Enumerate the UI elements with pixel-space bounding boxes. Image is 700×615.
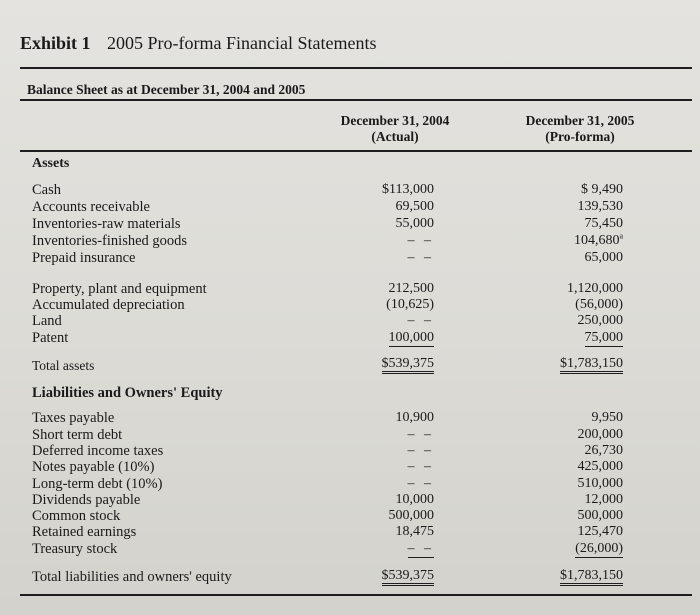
value-2004: – – [407, 233, 434, 248]
subtitle-rule [20, 99, 692, 101]
value-2005: $ 9,490 [581, 182, 623, 197]
total-assets-2004: $539,375 [382, 356, 435, 374]
value-2005-cell [585, 330, 624, 346]
value-2005-cell [574, 233, 623, 249]
total-liabilities-2004: $539,375 [382, 568, 435, 586]
value-2005: 500,000 [577, 508, 623, 523]
row-label: Notes payable (10%) [32, 459, 155, 475]
total-liabilities-2005: $1,783,150 [560, 568, 623, 586]
row-label: Dividends payable [32, 492, 141, 508]
value-2004: 55,000 [395, 216, 434, 231]
row-label: Long-term debt (10%) [32, 476, 163, 492]
value-2004: – – [407, 459, 434, 474]
total-liabilities-2005-cell [560, 568, 623, 584]
value-2005: (26,000) [575, 541, 623, 556]
total-assets-2004-cell [382, 356, 435, 372]
value-2004: 100,000 [388, 330, 434, 345]
column-header-2004-note: (Actual) [371, 129, 419, 144]
row-label: Inventories-finished goods [32, 233, 188, 249]
value-2004: – – [407, 476, 434, 491]
value-2005: 200,000 [577, 427, 623, 442]
column-header-2004-date: December 31, 2004 [340, 113, 450, 128]
row-label: Accumulated depreciation [32, 297, 185, 313]
value-2004: 18,475 [395, 524, 434, 539]
column-header-2005 [505, 113, 655, 145]
exhibit-title: 2005 Pro-forma Financial Statements [107, 33, 377, 53]
column-header-2004 [320, 113, 470, 145]
value-2004: – – [407, 541, 434, 556]
row-label: Short term debt [32, 427, 123, 443]
row-label: Prepaid insurance [32, 250, 136, 266]
top-rule [20, 67, 692, 69]
value-2005: 65,000 [584, 250, 623, 265]
row-label: Cash [32, 182, 61, 198]
value-2005: 139,530 [577, 199, 623, 214]
value-2005: (56,000) [575, 297, 623, 312]
value-2005: 125,470 [577, 524, 623, 539]
value-2005: 75,450 [584, 216, 623, 231]
value-2005: 1,120,000 [567, 281, 623, 296]
row-label: Accounts receivable [32, 199, 150, 215]
value-2004: 212,500 [388, 281, 434, 296]
liabilities-heading: Liabilities and Owners' Equity [32, 385, 223, 401]
value-2005: 250,000 [577, 313, 623, 328]
value-2005: 510,000 [577, 476, 623, 491]
value-2005: 425,000 [577, 459, 623, 474]
value-2004: – – [407, 443, 434, 458]
row-label: Property, plant and equipment [32, 281, 207, 297]
row-label: Treasury stock [32, 541, 118, 557]
exhibit-label: Exhibit 1 [20, 33, 91, 53]
row-label: Deferred income taxes [32, 443, 164, 459]
value-2005: 9,950 [591, 410, 623, 425]
assets-heading: Assets [32, 156, 70, 171]
exhibit-heading [20, 33, 376, 54]
column-header-2005-note: (Pro-forma) [545, 129, 615, 144]
row-label: Land [32, 313, 62, 329]
column-header-2005-date: December 31, 2005 [525, 113, 635, 128]
row-label: Inventories-raw materials [32, 216, 181, 232]
row-label: Retained earnings [32, 524, 137, 540]
value-2004: 500,000 [388, 508, 434, 523]
value-2004: $113,000 [382, 182, 434, 197]
value-2004: – – [407, 427, 434, 442]
value-2004-cell [408, 541, 435, 557]
value-2004: 69,500 [395, 199, 434, 214]
value-2004: – – [407, 313, 434, 328]
header-rule [20, 150, 692, 152]
value-2005: 12,000 [584, 492, 623, 507]
value-2005: 104,680 [573, 233, 620, 248]
footnote-marker: a [619, 231, 623, 241]
row-label: Common stock [32, 508, 121, 524]
total-assets-2005-cell [560, 356, 623, 372]
total-liabilities-label: Total liabilities and owners' equity [32, 569, 232, 585]
bottom-rule [20, 594, 692, 596]
value-2004: (10,625) [386, 297, 434, 312]
total-liabilities-2004-cell [382, 568, 435, 584]
row-label: Taxes payable [32, 410, 115, 426]
value-2005-cell [575, 541, 623, 557]
value-2004: 10,000 [395, 492, 434, 507]
value-2004-cell [389, 330, 435, 346]
value-2004: 10,900 [395, 410, 434, 425]
total-assets-label: Total assets [32, 358, 95, 373]
balance-sheet-subtitle: Balance Sheet as at December 31, 2004 and 2005 [27, 82, 306, 97]
value-2005: 26,730 [584, 443, 623, 458]
value-2005: 75,000 [584, 330, 623, 345]
value-2004: – – [407, 250, 434, 265]
total-assets-2005: $1,783,150 [560, 356, 623, 374]
row-label: Patent [32, 330, 69, 346]
